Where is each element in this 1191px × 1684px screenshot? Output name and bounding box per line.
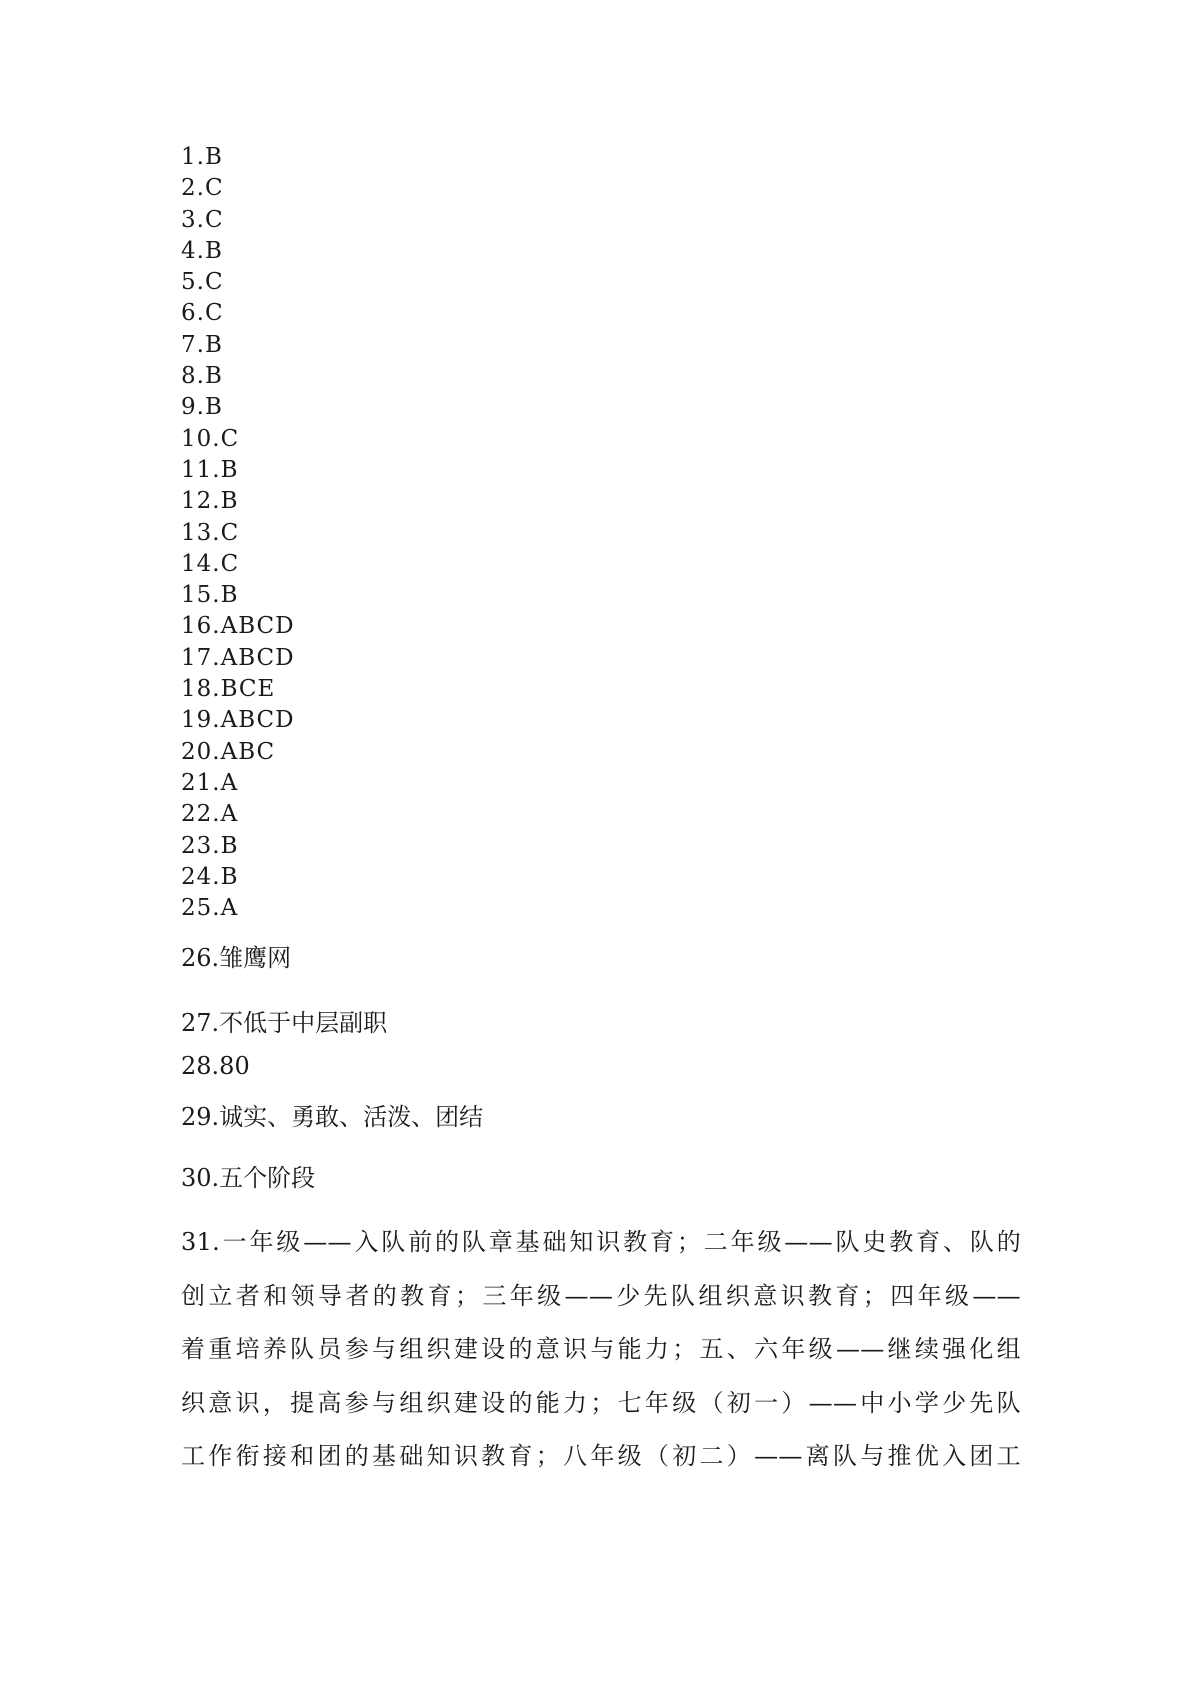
answer-item: 10.C: [181, 425, 240, 452]
answer-item: 16.ABCD: [181, 613, 295, 640]
answer-item: 7.B: [181, 331, 223, 358]
paragraph-line: 着重培养队员参与组织建设的意识与能力；五、六年级——继续强化组: [181, 1335, 1021, 1363]
answer-item: 8.B: [181, 363, 223, 390]
paragraph-line: 工作衔接和团的基础知识教育；八年级（初二）——离队与推优入团工: [181, 1442, 1021, 1470]
answer-item: 20.ABC: [181, 738, 276, 765]
answer-item: 25.A: [181, 895, 239, 922]
answer-item: 12.B: [181, 488, 239, 515]
answer-item: 14.C: [181, 550, 240, 577]
answer-item: 17.ABCD: [181, 644, 295, 671]
answer-item: 11.B: [181, 456, 239, 483]
answer-28: 28.80: [181, 1052, 250, 1080]
answer-item: 23.B: [181, 832, 239, 859]
answer-item: 9.B: [181, 394, 223, 421]
answer-27: 27.不低于中层副职: [181, 1009, 388, 1037]
answer-31-paragraph: [181, 1216, 1021, 1484]
paragraph-line: 织意识，提高参与组织建设的能力；七年级（初一）——中小学少先队: [181, 1388, 1021, 1417]
answer-item: 4.B: [181, 237, 223, 264]
answer-item: 21.A: [181, 769, 239, 796]
answer-item: 19.ABCD: [181, 707, 295, 734]
paragraph-line: 31.一年级——入队前的队章基础知识教育；二年级——队史教育、队的: [181, 1228, 1021, 1256]
paragraph-line: 创立者和领导者的教育；三年级——少先队组织意识教育；四年级——: [181, 1281, 1021, 1310]
answer-26: 26.雏鹰网: [181, 944, 292, 972]
answer-29: 29.诚实、勇敢、活泼、团结: [181, 1103, 484, 1131]
answer-item: 2.C: [181, 175, 224, 202]
answer-item: 3.C: [181, 206, 224, 233]
answer-item: 1.B: [181, 144, 223, 170]
answer-item: 6.C: [181, 300, 224, 327]
answer-item: 24.B: [181, 863, 239, 890]
answer-item: 5.C: [181, 269, 224, 296]
answer-item: 15.B: [181, 582, 239, 609]
multiple-choice-answer-list: [181, 142, 295, 924]
answer-30: 30.五个阶段: [181, 1164, 316, 1192]
answer-item: 13.C: [181, 519, 240, 546]
answer-item: 22.A: [181, 801, 239, 828]
answer-item: 18.BCE: [181, 676, 276, 703]
